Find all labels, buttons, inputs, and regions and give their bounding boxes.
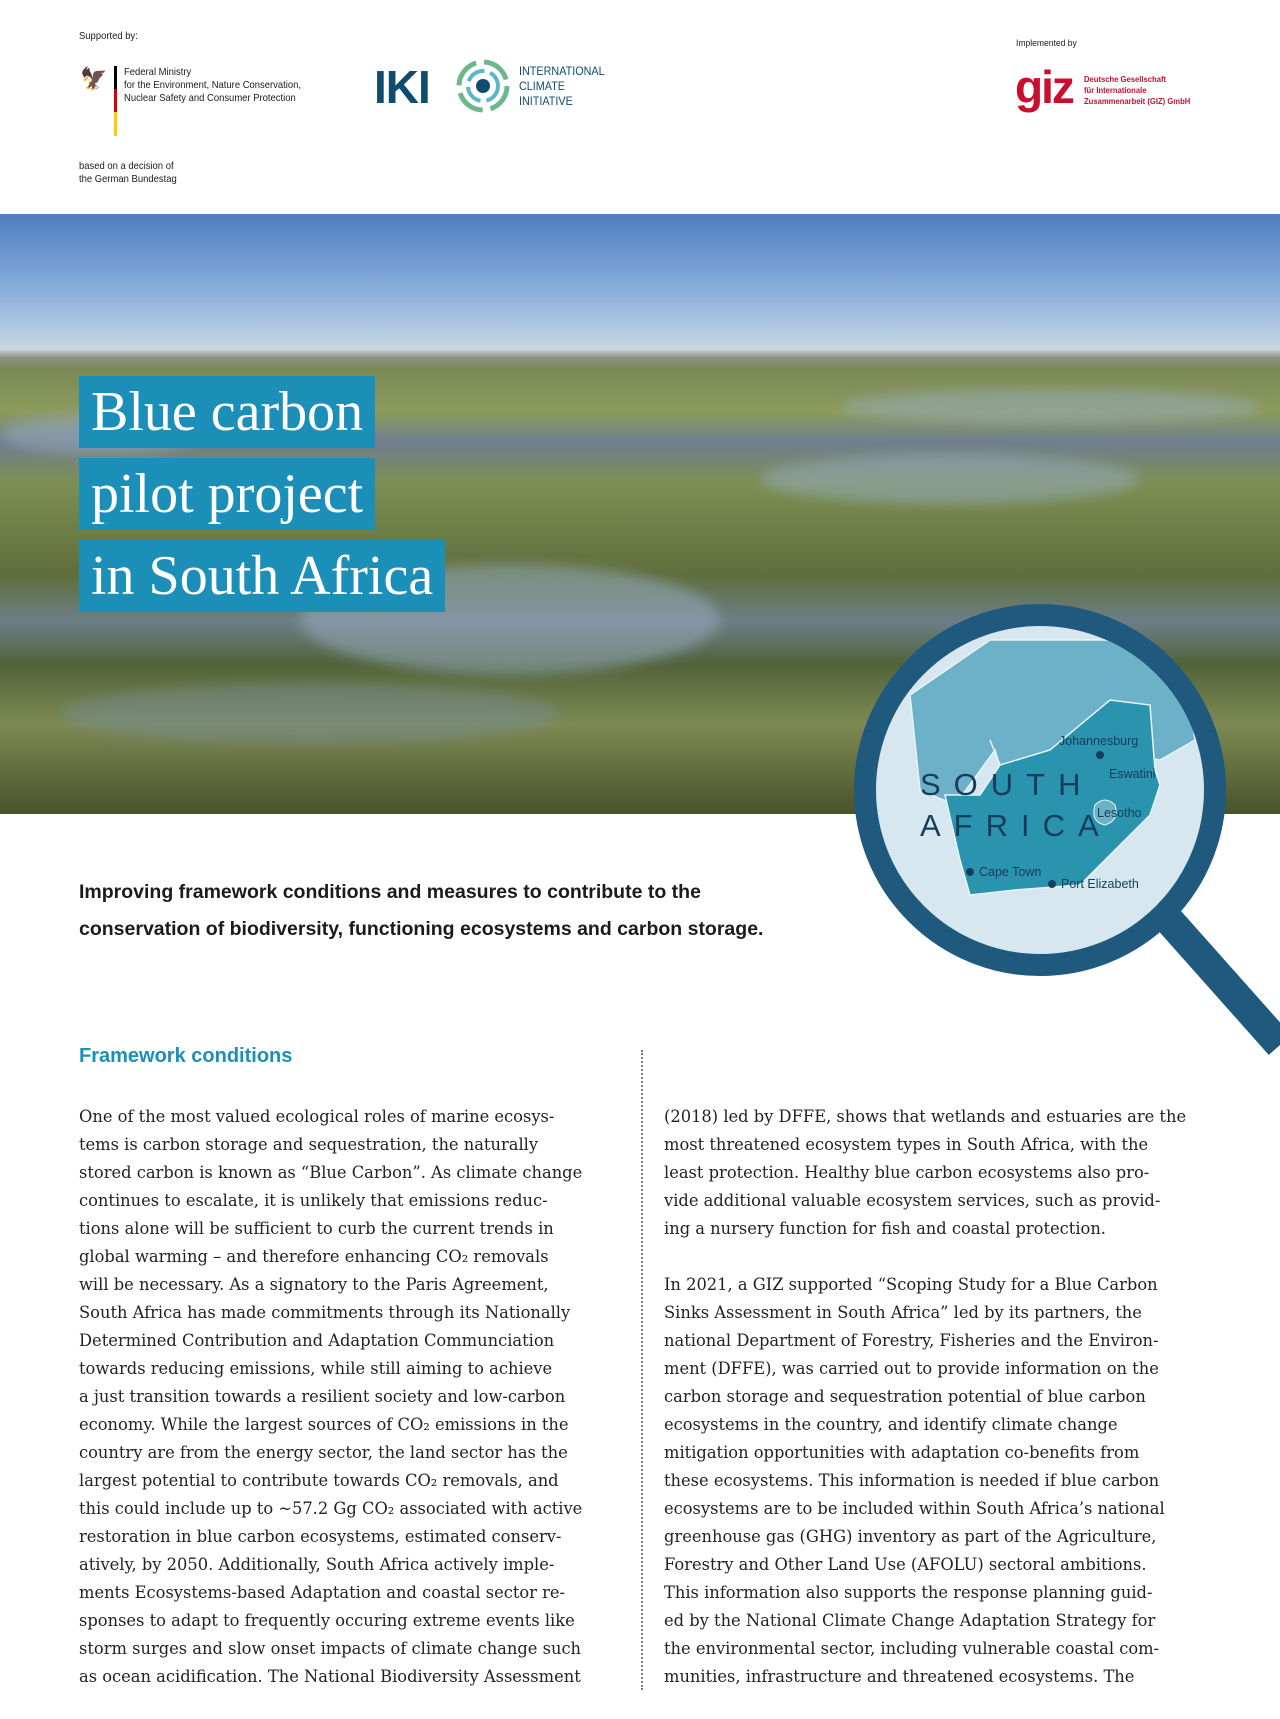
map-label-cape-town: Cape Town: [979, 865, 1042, 879]
german-eagle-icon: 🦅: [80, 66, 108, 91]
right-column: [664, 1103, 1204, 1719]
text-line: greenhouse gas (GHG) inventory as part of the Agriculture,: [664, 1527, 1157, 1546]
iki-circle-icon: [455, 58, 511, 114]
iki-logo: IKI: [374, 61, 430, 113]
text-line: vide additional valuable ecosystem services, such as provid-: [664, 1191, 1161, 1210]
map-country-label: AFRICA: [920, 808, 1112, 843]
text-line: Determined Contribution and Adaptation Communciation: [79, 1331, 555, 1350]
map-label-port-elizabeth: Port Elizabeth: [1061, 877, 1139, 891]
bundestag-note: [79, 160, 177, 186]
left-column: [79, 1103, 619, 1719]
lede-line: Improving framework conditions and measures to contribute to the: [79, 881, 701, 903]
flag-bar: [114, 66, 117, 136]
text-line: this could include up to ~57.2 Gg CO₂ associated with active: [79, 1499, 583, 1518]
south-africa-map-magnifier: [850, 600, 1280, 1060]
text-line: these ecosystems. This information is needed if blue carbon: [664, 1471, 1160, 1490]
giz-line: Zusammenarbeit (GIZ) GmbH: [1084, 96, 1191, 106]
lede-line: conservation of biodiversity, functioning ecosystems and carbon storage.: [79, 918, 764, 940]
city-dot: [966, 868, 974, 876]
text-line: ment (DFFE), was carried out to provide information on the: [664, 1359, 1159, 1378]
section-heading: Framework conditions: [79, 1045, 293, 1067]
text-line: carbon storage and sequestration potential of blue carbon: [664, 1387, 1146, 1406]
map-country-label: SOUTH: [920, 767, 1094, 802]
text-line: a just transition towards a resilient society and low-carbon: [79, 1387, 566, 1406]
text-line: most threatened ecosystem types in South Africa, with the: [664, 1135, 1149, 1154]
column-divider: [641, 1050, 643, 1690]
iki-line: CLIMATE: [519, 79, 566, 93]
text-line: tions alone will be sufficient to curb the current trends in: [79, 1219, 554, 1238]
text-line: will be necessary. As a signatory to the Paris Agreement,: [79, 1275, 549, 1294]
text-line: Forestry and Other Land Use (AFOLU) sectoral ambitions.: [664, 1555, 1147, 1574]
supported-by-label: Supported by:: [79, 30, 138, 42]
ministry-name: [124, 66, 301, 105]
giz-logo: giz: [1015, 61, 1073, 113]
title-line: in South Africa: [79, 540, 445, 612]
iki-text: [519, 64, 605, 109]
text-line: ments Ecosystems-based Adaptation and coastal sector re-: [79, 1583, 566, 1602]
city-dot: [1048, 880, 1056, 888]
text-line: the environmental sector, including vulnerable coastal com-: [664, 1639, 1160, 1658]
paragraph: [664, 1271, 1204, 1691]
text-line: munities, infrastructure and threatened ecosystems. The: [664, 1667, 1135, 1686]
text-line: national Department of Forestry, Fisheries and the Environ-: [664, 1331, 1159, 1350]
text-line: storm surges and slow onset impacts of climate change such: [79, 1639, 582, 1658]
text-line: (2018) led by DFFE, shows that wetlands and estuaries are the: [664, 1107, 1187, 1126]
text-line: largest potential to contribute towards CO₂ removals, and: [79, 1471, 559, 1490]
map-label-eswatini: Eswatini: [1109, 767, 1156, 781]
map-label-johannesburg: Johannesburg: [1059, 734, 1139, 748]
title-line: Blue carbon: [79, 376, 375, 448]
iki-line: INTERNATIONAL: [519, 64, 605, 78]
text-line: ing a nursery function for fish and coastal protection.: [664, 1219, 1106, 1238]
text-line: Sinks Assessment in South Africa” led by its partners, the: [664, 1303, 1142, 1322]
paragraph: [664, 1103, 1204, 1243]
map-label-lesotho: Lesotho: [1097, 806, 1142, 820]
ministry-line: Federal Ministry: [124, 66, 192, 78]
text-line: stored carbon is known as “Blue Carbon”. As climate change: [79, 1163, 583, 1182]
title-line: pilot project: [79, 458, 375, 530]
text-line: continues to escalate, it is unlikely that emissions reduc-: [79, 1191, 548, 1210]
text-line: as ocean acidification. The National Biodiversity Assessment: [79, 1667, 581, 1686]
lede-text: [79, 874, 859, 948]
text-line: least protection. Healthy blue carbon ecosystems also pro-: [664, 1163, 1150, 1182]
text-line: economy. While the largest sources of CO₂ emissions in the: [79, 1415, 569, 1434]
ministry-line: for the Environment, Nature Conservation,: [124, 79, 302, 91]
magnifier-handle: [1160, 910, 1280, 1045]
paragraph: [79, 1103, 619, 1691]
bundestag-line: the German Bundestag: [79, 173, 177, 185]
text-line: restoration in blue carbon ecosystems, estimated conserv-: [79, 1527, 562, 1546]
text-line: sponses to adapt to frequently occuring extreme events like: [79, 1611, 575, 1630]
text-line: In 2021, a GIZ supported “Scoping Study for a Blue Carbon: [664, 1275, 1158, 1294]
text-line: ed by the National Climate Change Adaptation Strategy for: [664, 1611, 1156, 1630]
text-line: country are from the energy sector, the land sector has the: [79, 1443, 568, 1462]
giz-text: [1084, 74, 1190, 107]
text-line: mitigation opportunities with adaptation co-benefits from: [664, 1443, 1140, 1462]
city-dot: [1096, 751, 1104, 759]
text-line: ecosystems in the country, and identify climate change: [664, 1415, 1118, 1434]
bundestag-line: based on a decision of: [79, 160, 174, 172]
giz-line: für Internationale: [1084, 85, 1147, 95]
text-line: towards reducing emissions, while still aiming to achieve: [79, 1359, 553, 1378]
iki-line: INITIATIVE: [519, 94, 573, 108]
text-line: This information also supports the response planning guid-: [664, 1583, 1153, 1602]
text-line: atively, by 2050. Additionally, South Africa actively imple-: [79, 1555, 555, 1574]
text-line: One of the most valued ecological roles of marine ecosys-: [79, 1107, 555, 1126]
giz-line: Deutsche Gesellschaft: [1084, 74, 1167, 84]
ministry-line: Nuclear Safety and Consumer Protection: [124, 92, 296, 104]
text-line: global warming – and therefore enhancing CO₂ removals: [79, 1247, 549, 1266]
implemented-by-label: Implemented by: [1016, 38, 1077, 49]
text-line: South Africa has made commitments through its Nationally: [79, 1303, 571, 1322]
text-line: tems is carbon storage and sequestration, the naturally: [79, 1135, 539, 1154]
text-line: ecosystems are to be included within South Africa’s national: [664, 1499, 1165, 1518]
